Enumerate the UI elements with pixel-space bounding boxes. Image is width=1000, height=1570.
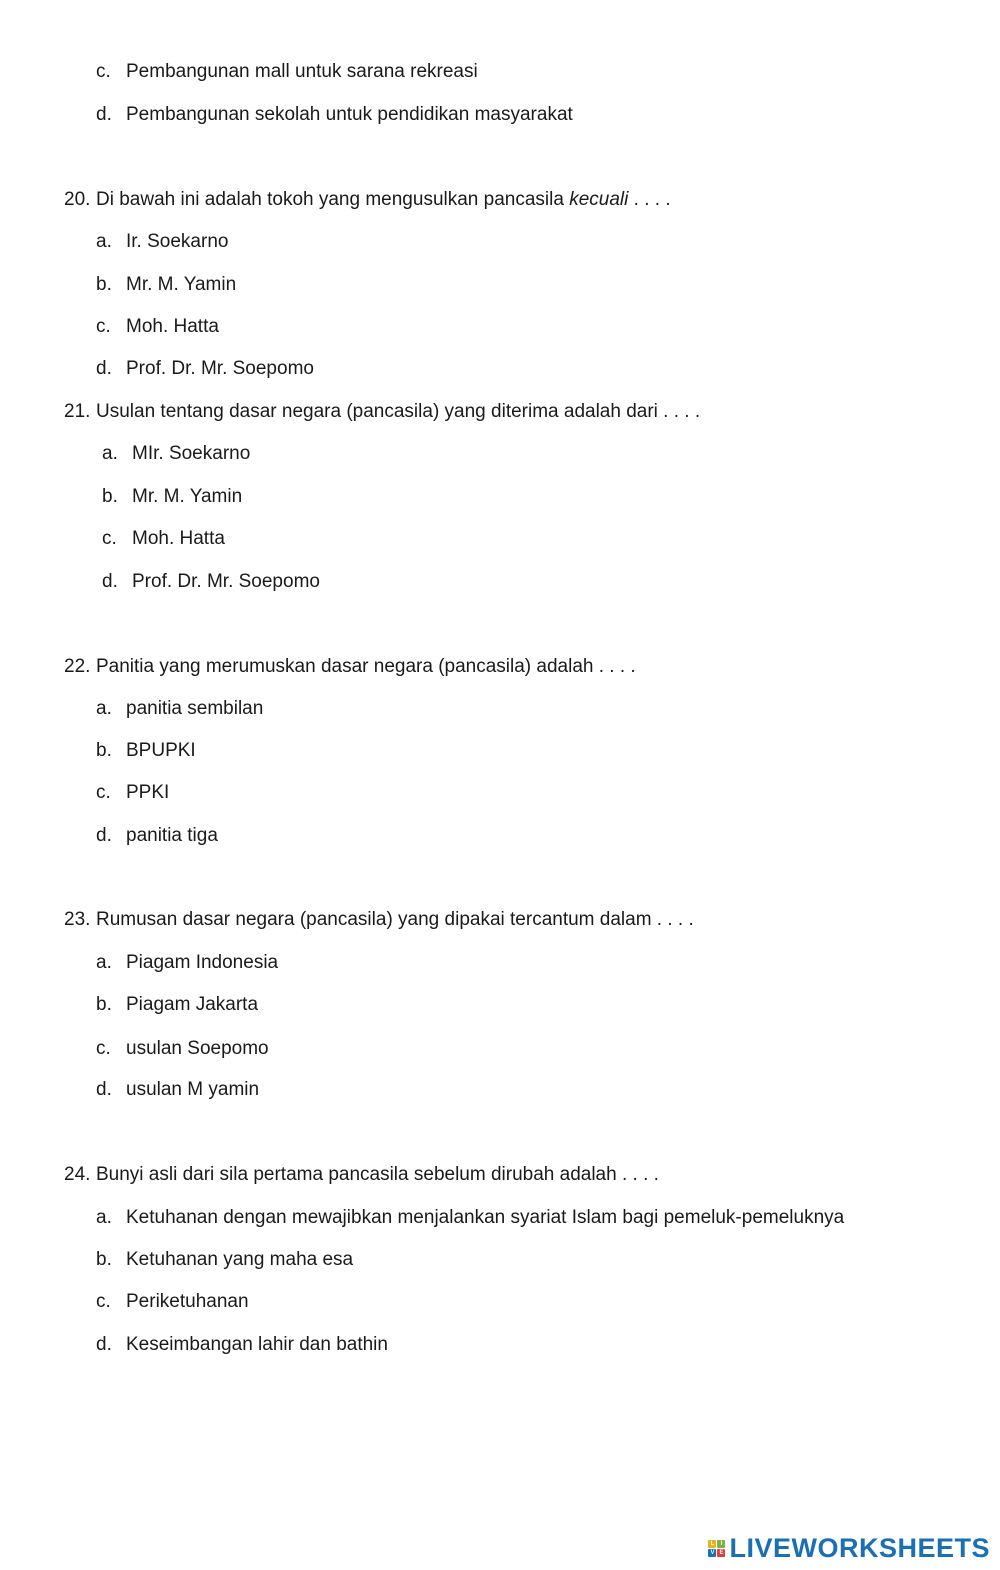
- option-text: Pembangunan sekolah untuk pendidikan masyarakat: [126, 104, 573, 125]
- q22-option-c[interactable]: [96, 781, 169, 805]
- option-letter: d.: [96, 104, 112, 125]
- option-letter: d.: [102, 571, 118, 592]
- question-23: [64, 908, 694, 932]
- brand-name: LIVEWORKSHEETS: [729, 1533, 990, 1563]
- q22-option-d[interactable]: [96, 824, 218, 848]
- logo-tile: L: [708, 1540, 716, 1548]
- option-text: Prof. Dr. Mr. Soepomo: [126, 358, 314, 379]
- option-letter: d.: [96, 1079, 112, 1100]
- q21-option-b[interactable]: [102, 485, 242, 509]
- question-number: 24.: [64, 1164, 91, 1185]
- q20-option-b[interactable]: [96, 273, 236, 297]
- option-text: Ir. Soekarno: [126, 231, 229, 252]
- question-24: [64, 1163, 659, 1187]
- option-text: Ketuhanan yang maha esa: [126, 1249, 354, 1270]
- option-text: usulan M yamin: [126, 1079, 260, 1100]
- question-number: 23.: [64, 909, 91, 930]
- option-text: panitia tiga: [126, 825, 218, 846]
- option-text: Moh. Hatta: [126, 316, 219, 337]
- q23-option-b[interactable]: [96, 993, 258, 1017]
- q20-option-c[interactable]: [96, 315, 219, 339]
- question-number: 21.: [64, 401, 91, 422]
- question-text: Rumusan dasar negara (pancasila) yang dipakai tercantum dalam . . . .: [96, 909, 694, 930]
- option-text: Mr. M. Yamin: [132, 486, 243, 507]
- q24-option-a[interactable]: [96, 1206, 844, 1230]
- option-letter: d.: [96, 1334, 112, 1355]
- question-21: [64, 400, 700, 424]
- question-text: Panitia yang merumuskan dasar negara (pancasila) adalah . . . .: [96, 656, 636, 677]
- option-letter: a.: [96, 231, 112, 252]
- option-letter: c.: [96, 1038, 111, 1059]
- option-text: Pembangunan mall untuk sarana rekreasi: [126, 61, 478, 82]
- q23-option-d[interactable]: [96, 1078, 259, 1102]
- option-text: Moh. Hatta: [132, 528, 225, 549]
- option-letter: a.: [96, 952, 112, 973]
- option-text: MIr. Soekarno: [132, 443, 251, 464]
- option-text: Mr. M. Yamin: [126, 274, 237, 295]
- option-letter: c.: [96, 782, 111, 803]
- logo-tile: V: [710, 1550, 715, 1556]
- option-text: Periketuhanan: [126, 1291, 249, 1312]
- option-letter: a.: [96, 1207, 112, 1228]
- q21-option-a[interactable]: [102, 442, 250, 466]
- q20-option-a[interactable]: [96, 230, 228, 254]
- question-suffix: . . . .: [633, 189, 671, 210]
- q22-option-a[interactable]: [96, 697, 263, 721]
- option-text: panitia sembilan: [126, 698, 264, 719]
- option-letter: b.: [102, 486, 118, 507]
- option-letter: c.: [96, 316, 111, 337]
- option-text: BPUPKI: [126, 740, 196, 761]
- question-text: Bunyi asli dari sila pertama pancasila sebelum dirubah adalah . . . .: [96, 1164, 659, 1185]
- option-d-prev: [96, 103, 573, 127]
- option-text: usulan Soepomo: [126, 1038, 269, 1059]
- option-letter: b.: [96, 740, 112, 761]
- option-letter: d.: [96, 358, 112, 379]
- q23-option-a[interactable]: [96, 951, 278, 975]
- option-text: Piagam Jakarta: [126, 994, 259, 1015]
- q21-option-c[interactable]: [102, 527, 225, 551]
- option-letter: b.: [96, 994, 112, 1015]
- option-letter: c.: [96, 1291, 111, 1312]
- logo-tile: E: [719, 1550, 724, 1556]
- question-text: Di bawah ini adalah tokoh yang mengusulkan pancasila: [96, 189, 564, 210]
- option-text: PPKI: [126, 782, 170, 803]
- option-letter: b.: [96, 274, 112, 295]
- q24-option-c[interactable]: [96, 1290, 249, 1314]
- question-22: [64, 655, 636, 679]
- option-text: Prof. Dr. Mr. Soepomo: [132, 571, 320, 592]
- question-20: [64, 188, 671, 212]
- option-letter: b.: [96, 1249, 112, 1270]
- q22-option-b[interactable]: [96, 739, 196, 763]
- q21-option-d[interactable]: [102, 570, 320, 594]
- option-text: Ketuhanan dengan mewajibkan menjalankan syariat Islam bagi pemeluk-pemeluknya: [126, 1207, 845, 1228]
- question-number: 22.: [64, 656, 91, 677]
- option-text: Piagam Indonesia: [126, 952, 279, 973]
- q24-option-b[interactable]: [96, 1248, 353, 1272]
- question-text: Usulan tentang dasar negara (pancasila) yang diterima adalah dari . . . .: [96, 401, 701, 422]
- option-letter: a.: [102, 443, 118, 464]
- logo-tile: I: [717, 1540, 725, 1548]
- liveworksheets-logo-icon: [708, 1540, 725, 1557]
- question-number: 20.: [64, 189, 91, 210]
- option-letter: c.: [102, 528, 117, 549]
- option-letter: c.: [96, 61, 111, 82]
- question-emphasis: kecuali: [569, 189, 629, 210]
- option-letter: d.: [96, 825, 112, 846]
- option-text: Keseimbangan lahir dan bathin: [126, 1334, 388, 1355]
- q24-option-d[interactable]: [96, 1333, 388, 1357]
- q23-option-c[interactable]: [96, 1037, 269, 1061]
- option-letter: a.: [96, 698, 112, 719]
- option-c-prev: [96, 60, 478, 84]
- liveworksheets-logo: [708, 1533, 990, 1564]
- q20-option-d[interactable]: [96, 357, 314, 381]
